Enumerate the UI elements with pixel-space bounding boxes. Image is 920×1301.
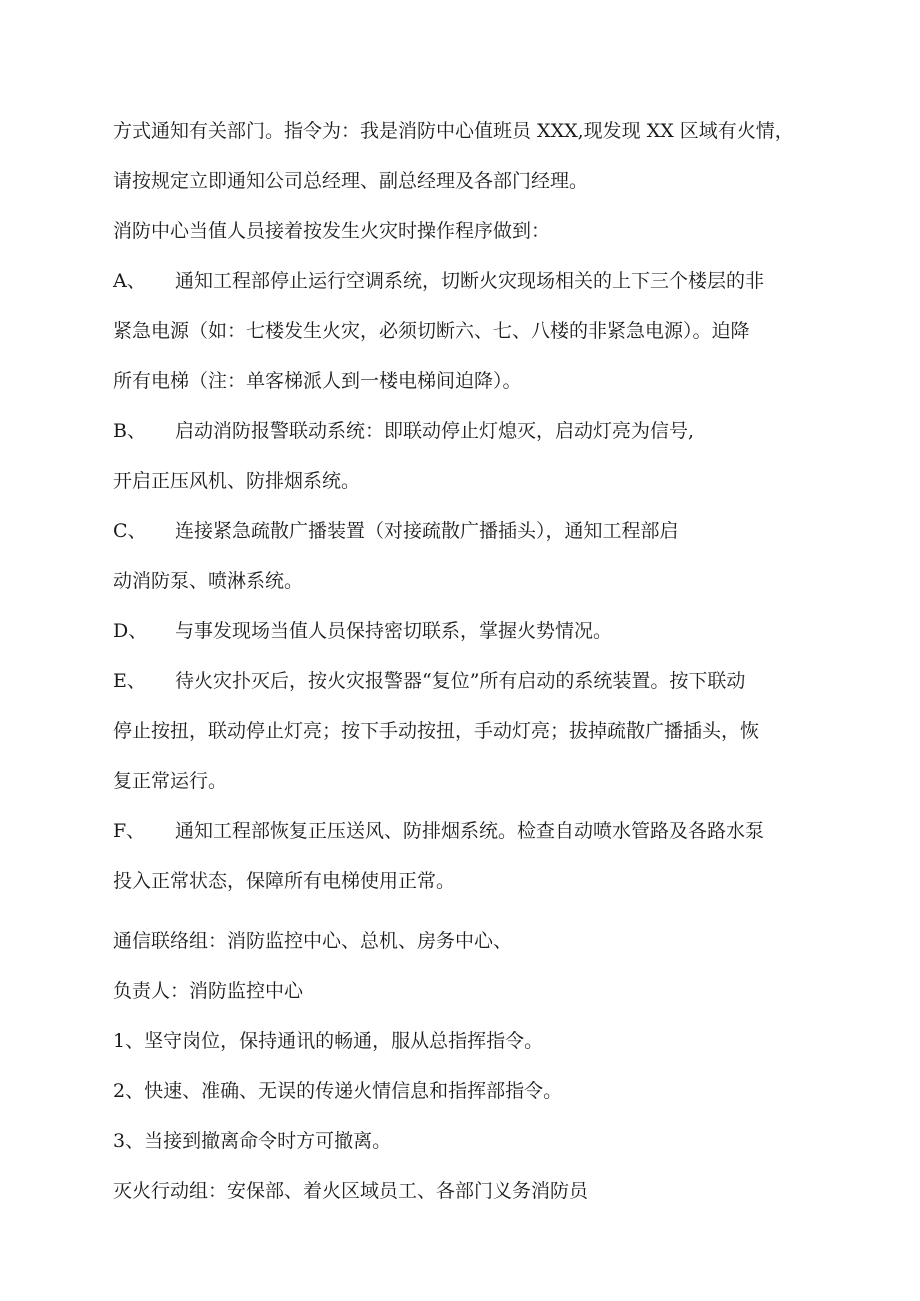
procedure-heading: 消防中心当值人员接着按发生火灾时操作程序做到： (113, 220, 551, 242)
step-a-line-1 (113, 269, 764, 293)
step-b-line-1 (113, 419, 694, 443)
step-f-line-2: 投入正常状态，保障所有电梯使用正常。 (113, 870, 456, 892)
step-c-line-2: 动消防泵、喷淋系统。 (113, 570, 304, 592)
step-f-line-1 (113, 819, 764, 843)
step-b-line-2: 开启正压风机、防排烟系统。 (113, 470, 361, 492)
step-e-line-3: 复正常运行。 (113, 770, 228, 792)
step-c-label: C、 (113, 520, 147, 542)
step-f-text: 通知工程部恢复正压送风、防排烟系统。检查自动喷水管路及各路水泵 (175, 820, 765, 842)
step-d-line-1 (113, 619, 612, 643)
comm-group-item-3: 3、当接到撤离命令时方可撤离。 (113, 1130, 392, 1152)
step-a-label: A、 (113, 270, 146, 292)
comm-group-item-2: 2、快速、准确、无误的传递火情信息和指挥部指令。 (113, 1080, 563, 1102)
step-d-text: 与事发现场当值人员保持密切联系，掌握火势情况。 (175, 620, 613, 642)
comm-group-leader: 负责人：消防监控中心 (113, 980, 304, 1002)
step-f-label: F、 (113, 820, 146, 842)
comm-group-item-1: 1、坚守岗位，保持通讯的畅通，服从总指挥指令。 (113, 1030, 544, 1052)
intro-line-1: 方式通知有关部门。指令为：我是消防中心值班员 XXX,现发现 XX 区域有火情， (113, 120, 794, 142)
step-d-label: D、 (113, 620, 148, 642)
step-a-line-2: 紧急电源（如：七楼发生火灾，必须切断六、七、八楼的非紧急电源）。迫降 (113, 320, 750, 342)
step-c-text: 连接紧急疏散广播装置（对接疏散广播插头），通知工程部启 (175, 520, 679, 542)
step-c-line-1 (113, 519, 679, 543)
step-b-label: B、 (113, 420, 146, 442)
step-e-line-1 (113, 669, 745, 693)
comm-group-title: 通信联络组：消防监控中心、总机、房务中心、 (113, 930, 513, 952)
intro-line-2: 请按规定立即通知公司总经理、副总经理及各部门经理。 (113, 170, 589, 192)
step-e-line-2: 停止按扭，联动停止灯亮；按下手动按扭，手动灯亮；拔掉疏散广播插头，恢 (113, 720, 760, 742)
step-a-text: 通知工程部停止运行空调系统，切断火灾现场相关的上下三个楼层的非 (175, 270, 765, 292)
step-a-line-3: 所有电梯（注：单客梯派人到一楼电梯间迫降）。 (113, 370, 522, 392)
fire-group-title: 灭火行动组：安保部、着火区域员工、各部门义务消防员 (113, 1180, 589, 1202)
step-b-text: 启动消防报警联动系统：即联动停止灯熄灭，启动灯亮为信号, (175, 420, 695, 442)
step-e-label: E、 (113, 670, 146, 692)
step-e-text: 待火灾扑灭后，按火灾报警器“复位”所有启动的系统装置。按下联动 (175, 670, 746, 692)
